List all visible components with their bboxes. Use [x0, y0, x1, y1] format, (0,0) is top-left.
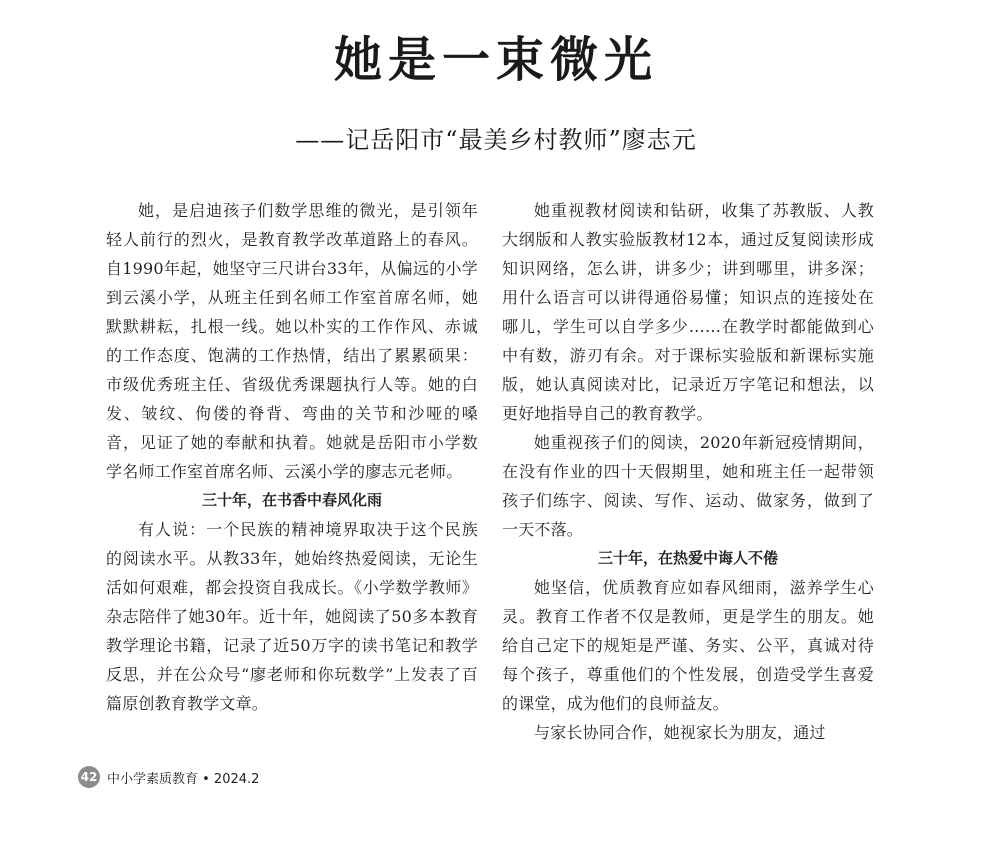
section1-paragraph-1: 有人说：一个民族的精神境界取决于这个民族的阅读水平。从教33年，她始终热爱阅读，无论生活如何艰难，都会投资自我成长。《小学数学教师》杂志陪伴了她30年。近十年，她阅读了50多本教育教学理论书籍，记录了近50万字的读书笔记和教学反思，并在公众号“廖老师和你玩数学”上发表了百篇原创教育教学文章。: [106, 520, 478, 713]
journal-info: 中小学素质教育 • 2024.2: [107, 771, 260, 787]
page-footer: [78, 766, 259, 788]
page-number-badge: 42: [78, 766, 100, 788]
section2-paragraph-2: 与家长协同合作，她视家长为朋友，通过: [534, 723, 826, 742]
article-title: 她是一束微光: [333, 32, 658, 88]
right-column: [502, 196, 874, 747]
intro-paragraph: 她，是启迪孩子们数学思维的微光，是引领年轻人前行的烈火，是教育教学改革道路上的春风。自1990年起，她坚守三尺讲台33年，从偏远的小学到云溪小学，从班主任到名师工作室首席名师，她默默耕耘，扎根一线。她以朴实的工作作风、赤诚的工作态度、饱满的工作热情，结出了累累硕果：市级优秀班主任、省级优秀课题执行人等。她的白发、皱纹、佝偻的脊背、弯曲的关节和沙哑的嗓音，见证了她的奉献和执着。她就是岳阳市小学数学名师工作室首席名师、云溪小学的廖志元老师。: [106, 201, 478, 481]
section-heading-1: 三十年，在书香中春风化雨: [201, 491, 382, 509]
left-column: [106, 196, 478, 718]
section2-paragraph-1: 她坚信，优质教育应如春风细雨，滋养学生心灵。教育工作者不仅是教师，更是学生的朋友。她给自己定下的规矩是严谨、务实、公平，真诚对待每个孩子，尊重他们的个性发展，创造受学生喜爱的课堂，成为他们的良师益友。: [502, 578, 874, 713]
section1-paragraph-3: 她重视孩子们的阅读，2020年新冠疫情期间，在没有作业的四十天假期里，她和班主任一起带领孩子们练字、阅读、写作、运动、做家务，做到了一天不落。: [502, 433, 874, 539]
article-subtitle: ——记岳阳市“最美乡村教师”廖志元: [295, 126, 697, 154]
section1-paragraph-2: 她重视教材阅读和钻研，收集了苏教版、人教大纲版和人教实验版教材12本，通过反复阅读形成知识网络，怎么讲，讲多少；讲到哪里，讲多深；用什么语言可以讲得通俗易懂；知识点的连接处在哪儿，学生可以自学多少……在教学时都能做到心中有数，游刃有余。对于课标实验版和新课标实施版，她认真阅读对比，记录近万字笔记和想法，以更好地指导自己的教育教学。: [502, 201, 874, 423]
section-heading-2: 三十年，在热爱中诲人不倦: [597, 549, 778, 567]
